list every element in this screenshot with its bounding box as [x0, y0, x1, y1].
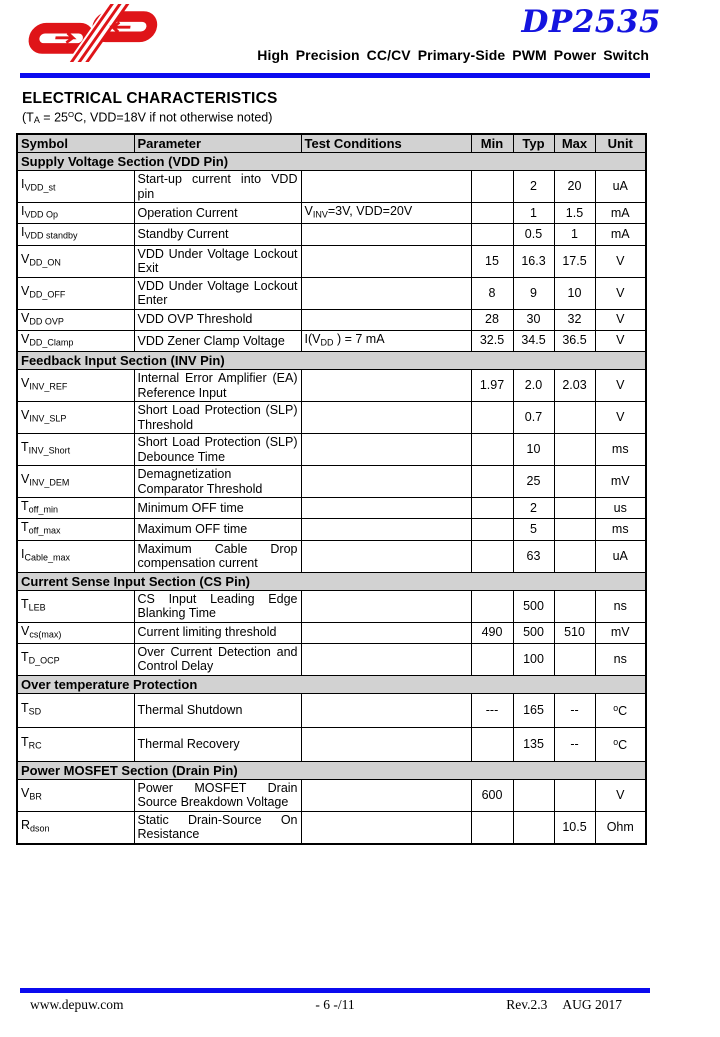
min-cell: 28: [471, 309, 513, 330]
typ-cell: [513, 779, 554, 811]
max-cell: 1.5: [554, 203, 595, 224]
table-row: [17, 727, 646, 761]
max-cell: 1: [554, 224, 595, 245]
column-header: Symbol: [17, 134, 134, 153]
symbol-cell: $T_{off\_min}$: [17, 498, 134, 519]
max-cell: [554, 402, 595, 434]
test-conditions-cell: [301, 811, 471, 844]
typ-cell: 9: [513, 277, 554, 309]
unit-cell: uA: [595, 171, 646, 203]
unit-cell: Ohm: [595, 811, 646, 844]
unit-cell: V: [595, 402, 646, 434]
min-cell: 1.97: [471, 370, 513, 402]
footer-revision: Rev.2.3: [506, 997, 548, 1012]
company-logo: [26, 4, 162, 62]
test-conditions-cell: $V_{INV}=3V$, VDD=20V: [301, 203, 471, 224]
unit-cell: ms: [595, 434, 646, 466]
unit-cell: $^o$C: [595, 693, 646, 727]
symbol-cell: $T_{SD}$: [17, 693, 134, 727]
column-header: Typ: [513, 134, 554, 153]
symbol-cell: $T_{LEB}$: [17, 590, 134, 622]
parameter-cell: Short Load Protection (SLP) Debounce Time: [134, 434, 301, 466]
min-cell: 490: [471, 622, 513, 643]
symbol-cell: $R_{dson}$: [17, 811, 134, 844]
min-cell: [471, 434, 513, 466]
max-cell: [554, 466, 595, 498]
table-row: [17, 693, 646, 727]
table-row: [17, 203, 646, 224]
symbol-cell: $V_{INV\_REF}$: [17, 370, 134, 402]
max-cell: [554, 498, 595, 519]
parameter-cell: Power MOSFET Drain Source Breakdown Voltage: [134, 779, 301, 811]
max-cell: [554, 779, 595, 811]
symbol-cell: $I_{VDD Op}$: [17, 203, 134, 224]
test-conditions-cell: [301, 779, 471, 811]
parameter-cell: Thermal Recovery: [134, 727, 301, 761]
min-cell: [471, 811, 513, 844]
test-conditions-cell: [301, 622, 471, 643]
min-cell: [471, 540, 513, 572]
unit-cell: V: [595, 309, 646, 330]
max-cell: 10.5: [554, 811, 595, 844]
symbol-cell: $I_{VDD\_st}$: [17, 171, 134, 203]
typ-cell: 30: [513, 309, 554, 330]
min-cell: [471, 590, 513, 622]
unit-cell: mV: [595, 622, 646, 643]
typ-cell: 500: [513, 622, 554, 643]
test-conditions-cell: [301, 727, 471, 761]
table-row: [17, 466, 646, 498]
footer-date: AUG 2017: [562, 997, 622, 1012]
symbol-cell: $V_{BR}$: [17, 779, 134, 811]
table-row: [17, 590, 646, 622]
min-cell: [471, 519, 513, 540]
table-row: [17, 434, 646, 466]
unit-cell: V: [595, 330, 646, 351]
test-conditions-cell: [301, 224, 471, 245]
parameter-cell: VDD OVP Threshold: [134, 309, 301, 330]
min-cell: [471, 498, 513, 519]
min-cell: [471, 224, 513, 245]
typ-cell: 16.3: [513, 245, 554, 277]
table-row: [17, 277, 646, 309]
symbol-cell: $T_{off\_max}$: [17, 519, 134, 540]
symbol-cell: $V_{cs(max)}$: [17, 622, 134, 643]
typ-cell: 2: [513, 171, 554, 203]
test-conditions-cell: [301, 309, 471, 330]
min-cell: [471, 402, 513, 434]
parameter-cell: VDD Under Voltage Lockout Exit: [134, 245, 301, 277]
parameter-cell: Operation Current: [134, 203, 301, 224]
symbol-cell: $V_{DD OVP}$: [17, 309, 134, 330]
typ-cell: 0.7: [513, 402, 554, 434]
min-cell: [471, 203, 513, 224]
max-cell: [554, 434, 595, 466]
section-row: [17, 761, 646, 779]
footer-divider: [20, 988, 650, 993]
max-cell: --: [554, 693, 595, 727]
min-cell: 8: [471, 277, 513, 309]
test-conditions-cell: [301, 643, 471, 675]
unit-cell: V: [595, 245, 646, 277]
table-row: [17, 643, 646, 675]
min-cell: [471, 171, 513, 203]
section-label: Over temperature Protection: [17, 675, 646, 693]
page-footer: [20, 997, 650, 1017]
parameter-cell: CS Input Leading Edge Blanking Time: [134, 590, 301, 622]
typ-cell: 10: [513, 434, 554, 466]
typ-cell: 63: [513, 540, 554, 572]
unit-cell: $^o$C: [595, 727, 646, 761]
symbol-cell: $V_{DD\_Clamp}$: [17, 330, 134, 351]
max-cell: [554, 643, 595, 675]
max-cell: 20: [554, 171, 595, 203]
table-row: [17, 330, 646, 351]
test-conditions-cell: [301, 540, 471, 572]
section-row: [17, 153, 646, 171]
header-divider: [20, 73, 650, 78]
table-row: [17, 402, 646, 434]
product-tagline: High Precision CC/CV Primary-Side PWM Power Switch: [257, 47, 649, 63]
unit-cell: V: [595, 779, 646, 811]
unit-cell: ms: [595, 519, 646, 540]
typ-cell: 500: [513, 590, 554, 622]
test-conditions-cell: [301, 693, 471, 727]
parameter-cell: Maximum Cable Drop compensation current: [134, 540, 301, 572]
footer-website: www.depuw.com: [30, 997, 124, 1012]
table-row: [17, 779, 646, 811]
table-row: [17, 622, 646, 643]
max-cell: [554, 519, 595, 540]
column-header: Min: [471, 134, 513, 153]
page-title: ELECTRICAL CHARACTERISTICS: [22, 90, 278, 107]
table-row: [17, 245, 646, 277]
parameter-cell: VDD Zener Clamp Voltage: [134, 330, 301, 351]
parameter-cell: Demagnetization Comparator Threshold: [134, 466, 301, 498]
test-conditions-cell: [301, 171, 471, 203]
unit-cell: V: [595, 277, 646, 309]
max-cell: --: [554, 727, 595, 761]
section-label: Current Sense Input Section (CS Pin): [17, 572, 646, 590]
symbol-cell: $V_{DD\_ON}$: [17, 245, 134, 277]
typ-cell: 34.5: [513, 330, 554, 351]
min-cell: 600: [471, 779, 513, 811]
table-row: [17, 811, 646, 844]
typ-cell: 2.0: [513, 370, 554, 402]
symbol-cell: $V_{INV\_SLP}$: [17, 402, 134, 434]
test-conditions-cell: [301, 277, 471, 309]
min-cell: ---: [471, 693, 513, 727]
test-conditions-note: ($T_A = 25^OC$, VDD=18V if not otherwise noted): [22, 110, 273, 126]
table-header-row: [17, 134, 646, 153]
column-header: Parameter: [134, 134, 301, 153]
characteristics-table: [16, 133, 647, 845]
max-cell: [554, 590, 595, 622]
test-conditions-cell: [301, 402, 471, 434]
parameter-cell: Minimum OFF time: [134, 498, 301, 519]
unit-cell: us: [595, 498, 646, 519]
unit-cell: uA: [595, 540, 646, 572]
max-cell: 17.5: [554, 245, 595, 277]
typ-cell: 0.5: [513, 224, 554, 245]
unit-cell: V: [595, 370, 646, 402]
section-row: [17, 675, 646, 693]
symbol-cell: $T_{RC}$: [17, 727, 134, 761]
parameter-cell: Over Current Detection and Control Delay: [134, 643, 301, 675]
typ-cell: 165: [513, 693, 554, 727]
max-cell: 32: [554, 309, 595, 330]
typ-cell: 135: [513, 727, 554, 761]
test-conditions-cell: [301, 466, 471, 498]
symbol-cell: $I_{Cable\_max}$: [17, 540, 134, 572]
test-conditions-cell: $I(V_{DD}$ ) = 7 mA: [301, 330, 471, 351]
parameter-cell: Start-up current into VDD pin: [134, 171, 301, 203]
symbol-cell: $V_{INV\_DEM}$: [17, 466, 134, 498]
unit-cell: mA: [595, 224, 646, 245]
parameter-cell: Current limiting threshold: [134, 622, 301, 643]
test-conditions-cell: [301, 590, 471, 622]
footer-page-number: - 6 -/11: [315, 997, 355, 1012]
symbol-cell: $T_{D\_OCP}$: [17, 643, 134, 675]
min-cell: [471, 466, 513, 498]
test-conditions-cell: [301, 245, 471, 277]
max-cell: 36.5: [554, 330, 595, 351]
parameter-cell: Internal Error Amplifier (EA) Reference Input: [134, 370, 301, 402]
table-row: [17, 519, 646, 540]
section-row: [17, 572, 646, 590]
table-row: [17, 224, 646, 245]
typ-cell: 2: [513, 498, 554, 519]
table-row: [17, 309, 646, 330]
column-header: Unit: [595, 134, 646, 153]
typ-cell: 5: [513, 519, 554, 540]
typ-cell: 1: [513, 203, 554, 224]
section-label: Feedback Input Section (INV Pin): [17, 352, 646, 370]
table-row: [17, 498, 646, 519]
part-number: DP2535: [521, 4, 661, 40]
max-cell: [554, 540, 595, 572]
column-header: Max: [554, 134, 595, 153]
min-cell: 32.5: [471, 330, 513, 351]
column-header: Test Conditions: [301, 134, 471, 153]
table-row: [17, 370, 646, 402]
unit-cell: ns: [595, 590, 646, 622]
test-conditions-cell: [301, 434, 471, 466]
symbol-cell: $V_{DD\_OFF}$: [17, 277, 134, 309]
min-cell: [471, 727, 513, 761]
section-row: [17, 352, 646, 370]
test-conditions-cell: [301, 370, 471, 402]
parameter-cell: Short Load Protection (SLP) Threshold: [134, 402, 301, 434]
parameter-cell: Thermal Shutdown: [134, 693, 301, 727]
section-label: Supply Voltage Section (VDD Pin): [17, 153, 646, 171]
unit-cell: mV: [595, 466, 646, 498]
max-cell: 2.03: [554, 370, 595, 402]
table-row: [17, 171, 646, 203]
unit-cell: ns: [595, 643, 646, 675]
symbol-cell: $T_{INV\_Short}$: [17, 434, 134, 466]
min-cell: [471, 643, 513, 675]
test-conditions-cell: [301, 498, 471, 519]
max-cell: 10: [554, 277, 595, 309]
max-cell: 510: [554, 622, 595, 643]
parameter-cell: Standby Current: [134, 224, 301, 245]
typ-cell: [513, 811, 554, 844]
unit-cell: mA: [595, 203, 646, 224]
typ-cell: 100: [513, 643, 554, 675]
parameter-cell: VDD Under Voltage Lockout Enter: [134, 277, 301, 309]
parameter-cell: Maximum OFF time: [134, 519, 301, 540]
min-cell: 15: [471, 245, 513, 277]
table-row: [17, 540, 646, 572]
parameter-cell: Static Drain-Source On Resistance: [134, 811, 301, 844]
test-conditions-cell: [301, 519, 471, 540]
typ-cell: 25: [513, 466, 554, 498]
symbol-cell: $I_{VDD standby}$: [17, 224, 134, 245]
section-label: Power MOSFET Section (Drain Pin): [17, 761, 646, 779]
